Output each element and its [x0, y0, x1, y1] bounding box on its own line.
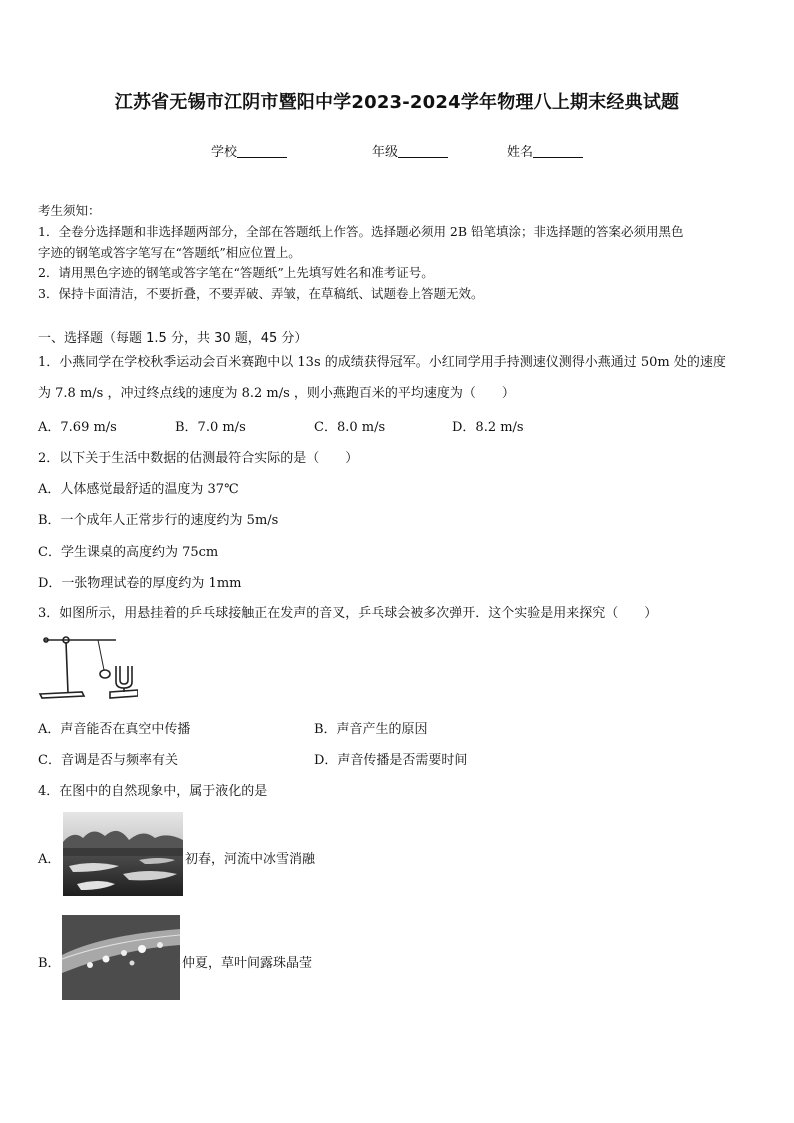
q2-stem: 2．以下关于生活中数据的估测最符合实际的是（ ） — [38, 451, 359, 466]
school-field[interactable] — [211, 141, 287, 160]
tuning-fork-diagram — [38, 630, 138, 700]
grade-field[interactable] — [372, 141, 448, 160]
q1-stem-line2: 为 7.8 m/s ，冲过终点线的速度为 8.2 m/s ，则小燕跑百米的平均速度为（ ） — [38, 386, 515, 401]
q4-option-b-caption: 仲夏，草叶间露珠晶莹 — [182, 956, 313, 971]
notice-item-2: 2．请用黑色字迹的钢笔或答字笔在“答题纸”上先填写姓名和准考证号。 — [38, 265, 434, 280]
exam-title: 江苏省无锡市江阴市暨阳中学2023-2024学年物理八上期末经典试题 — [114, 92, 680, 113]
q2-option-a[interactable]: A．人体感觉最舒适的温度为 37℃ — [38, 482, 239, 497]
name-blank[interactable] — [533, 144, 583, 158]
q4-option-b-label[interactable]: B． — [38, 956, 61, 971]
grade-blank[interactable] — [398, 144, 448, 158]
name-label: 姓名 — [507, 145, 534, 160]
q3-stem: 3．如图所示，用悬挂着的乒乓球接触正在发声的音叉，乒乓球会被多次弹开．这个实验是用来探究（ ） — [38, 606, 658, 621]
q4-option-a-label[interactable]: A． — [38, 852, 61, 867]
q4-option-a-caption: 初春，河流中冰雪消融 — [185, 852, 316, 867]
notice-item-1-cont: 字迹的钢笔或答字笔写在“答题纸”相应位置上。 — [38, 245, 301, 260]
melting-ice-river-photo[interactable] — [63, 812, 183, 896]
q1-option-c[interactable]: C．8.0 m/s — [314, 420, 386, 435]
notice-item-3: 3．保持卡面清洁，不要折叠，不要弄破、弄皱，在草稿纸、试题卷上答题无效。 — [38, 286, 484, 301]
school-blank[interactable] — [237, 144, 287, 158]
q2-option-b[interactable]: B．一个成年人正常步行的速度约为 5m/s — [38, 513, 279, 528]
q1-stem-line1: 1．小燕同学在学校秋季运动会百米赛跑中以 13s 的成绩获得冠军。小红同学用手持测速仪测得小燕通过 50m 处的速度 — [38, 355, 726, 370]
grade-label: 年级 — [372, 145, 399, 160]
q3-option-b[interactable]: B．声音产生的原因 — [314, 722, 428, 737]
notice-heading: 考生须知： — [38, 203, 101, 218]
dew-on-grass-photo[interactable] — [62, 915, 180, 1000]
q1-option-a[interactable]: A．7.69 m/s — [38, 420, 117, 435]
q1-option-d[interactable]: D．8.2 m/s — [452, 420, 524, 435]
q3-option-a[interactable]: A．声音能否在真空中传播 — [38, 722, 191, 737]
notice-item-1: 1．全卷分选择题和非选择题两部分，全部在答题纸上作答。选择题必须用 2B 铅笔填涂；非选择题的答案必须用黑色 — [38, 224, 684, 239]
section-heading: 一、选择题（每题 1.5 分，共 30 题，45 分） — [38, 331, 308, 346]
school-label: 学校 — [211, 145, 238, 160]
q4-stem: 4．在图中的自然现象中，属于液化的是 — [38, 784, 268, 799]
name-field[interactable] — [507, 141, 583, 160]
q3-option-d[interactable]: D．声音传播是否需要时间 — [314, 753, 468, 768]
q1-option-b[interactable]: B．7.0 m/s — [175, 420, 246, 435]
q3-option-c[interactable]: C．音调是否与频率有关 — [38, 753, 178, 768]
q2-option-d[interactable]: D．一张物理试卷的厚度约为 1mm — [38, 576, 242, 591]
q2-option-c[interactable]: C．学生课桌的高度约为 75cm — [38, 545, 219, 560]
